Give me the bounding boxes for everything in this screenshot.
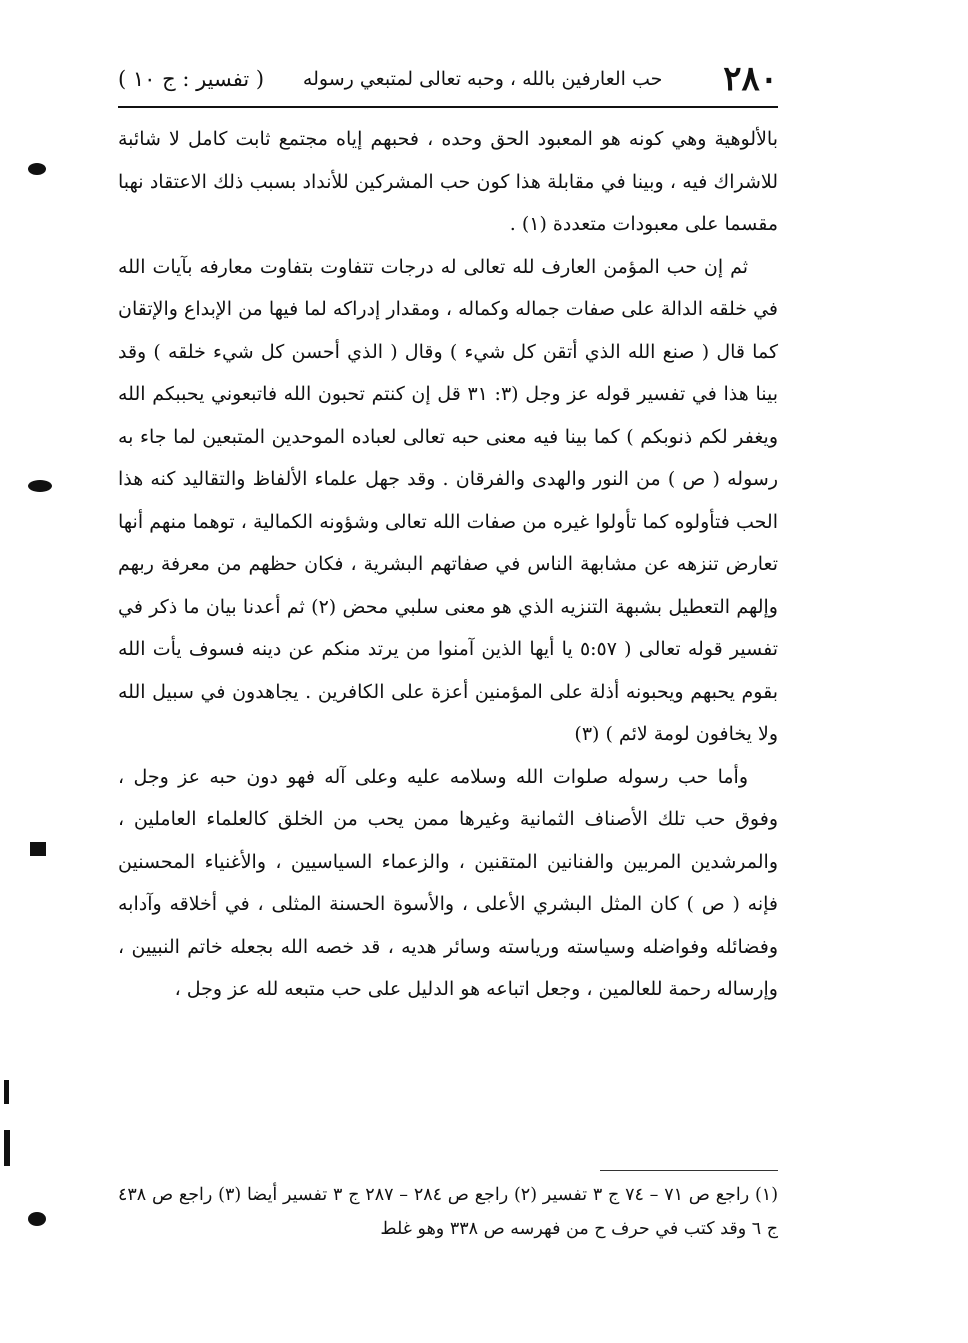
binding-edge-mark <box>4 1130 10 1166</box>
footnote-separator <box>600 1170 778 1171</box>
main-text <box>118 118 778 1011</box>
binding-hole-mark <box>28 1212 46 1226</box>
binding-hole-mark <box>28 480 52 492</box>
binding-edge-mark <box>4 1080 9 1104</box>
paragraph: وأما حب رسوله صلوات الله وسلامه عليه وعلى آله فهو دون حبه عز وجل ، وفوق حب تلك الأصناف الثمانية وغيرها ممن يحب من الخلق كالعلماء العاملين ، والمرشدين المربين والفنانين المتقنين ، والزعماء السياسيين ، والأغنياء المحسنين فإنه ( ص ) كان المثل البشري الأعلى ، والأسوة الحسنة المثلى ، في أخلاقه وآدابه وفضائله وفواضله وسياسته ورياسته وسائر هديه ، قد خصه الله بجعله خاتم النبيين ، وإرساله رحمة للعالمين ، وجعل اتباعه هو الدليل على حب متبعه لله عز وجل ، <box>118 765 778 1000</box>
running-header <box>118 52 778 108</box>
page-number: ٢٨٠ <box>723 59 778 99</box>
binding-hole-mark <box>30 842 46 856</box>
volume-label: ( تفسير : ج ١٠ ) <box>118 67 265 91</box>
running-title: حب العارفين بالله ، وحبه تعالى لمتبعي رسوله <box>302 68 663 90</box>
paragraph: ثم إن حب المؤمن العارف لله تعالى له درجات تتفاوت بتفاوت معارفه بآيات الله في خلقه الدالة على صفات جماله وكماله ، ومقدار إدراكه لما فيها من الإبداع والإتقان كما قال ( صنع الله الذي أتقن كل شيء ) وقال ( الذي أحسن كل شيء خلقه ) وقد بينا هذا في تفسير قوله عز وجل (٣: ٣١ قل إن كنتم تحبون الله فاتبعوني يحببكم الله ويغفر لكم ذنوبكم ) كما بينا فيه معنى حبه تعالى لعباده الموحدين المتبعين لما جاء به رسوله ( ص ) من النور والهدى والفرقان . وقد جهل علماء الألفاظ والتقاليد كنه هذا الحب فتأولوه كما تأولوا غيره من صفات الله تعالى وشؤونه الكمالية ، توهما منهم أنها تعارض تنزهه عن مشابهة الناس في صفاتهم البشرية ، فكان حظهم من معرفة ربهم وإلهم التعطيل بشبهة التنزيه الذي هو معنى سلبي محض (٢) ثم أعدنا بيان ما ذكر في تفسير قوله تعالى ( ٥:٥٧ يا أيها الذين آمنوا من يرتد منكم عن دينه فسوف يأت الله بقوم يحبهم ويحبونه أذلة على المؤمنين أعزة على الكافرين . يجاهدون في سبيل الله ولا يخافون لومة لائم ) (٣) <box>118 255 778 745</box>
binding-hole-mark <box>28 163 46 175</box>
footnote-line: (١) راجع ص ٧١ – ٧٤ ج ٣ تفسير (٢) راجع ص ٢٨٤ – ٢٨٧ ج ٣ تفسير أيضا (٣) راجع ص ٤٣٨ ج ٦ وقد كتب في حرف ح من فهرسه ص ٣٣٨ وهو غلط <box>118 1185 779 1239</box>
paragraph: بالألوهية وهي كونه هو المعبود الحق وحده ، فحبهم إياه مجتمع ثابت كامل لا شائبة للاشراك فيه ، وبينا في مقابلة هذا كون حب المشركين للأنداد بسبب ذلك الاعتقاد نهبا مقسما على معبودات متعددة (١) . <box>118 128 778 235</box>
footnotes <box>118 1178 778 1246</box>
